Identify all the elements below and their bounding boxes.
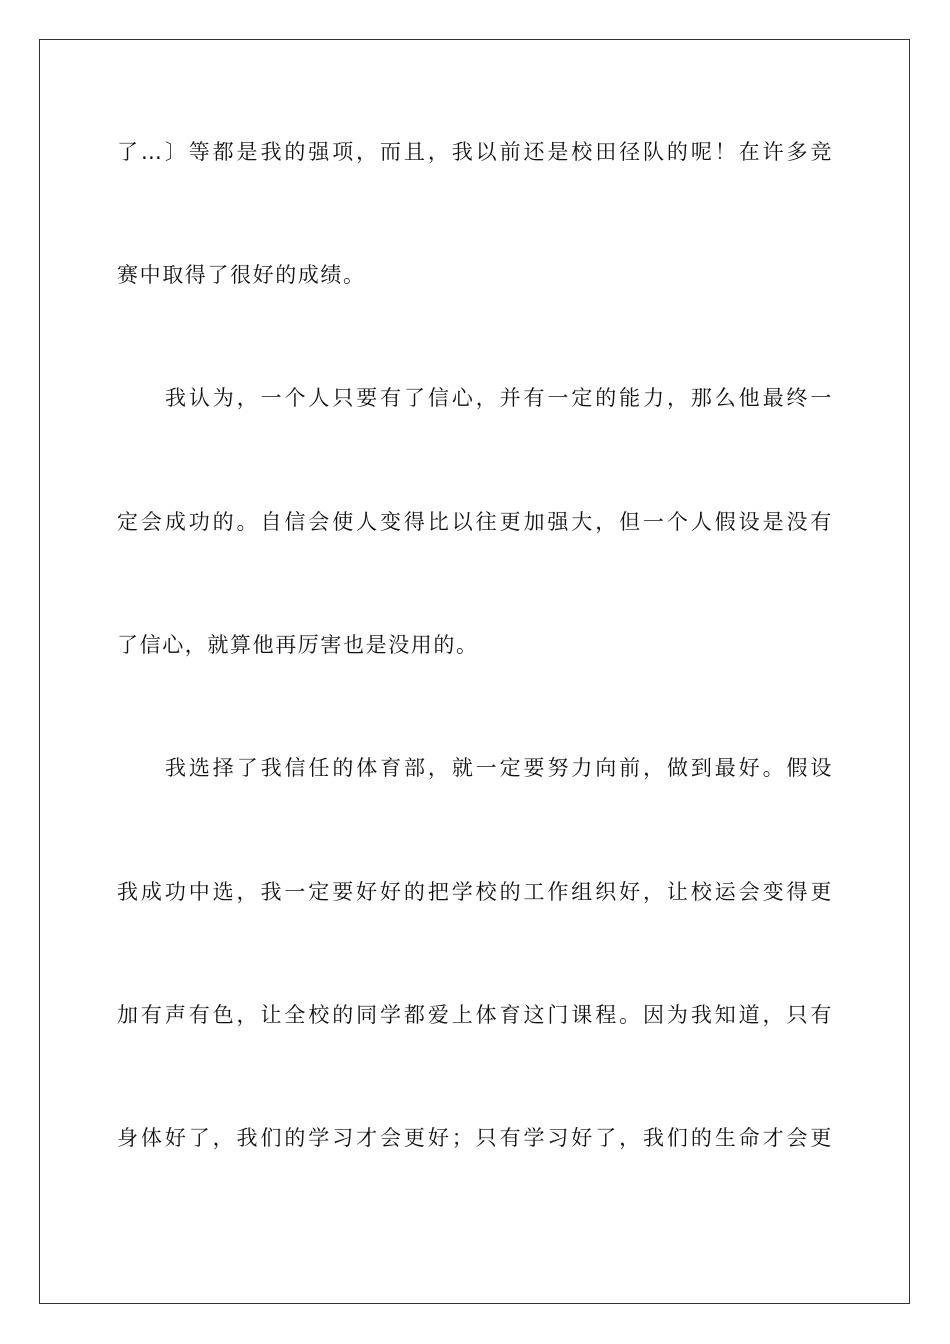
text-line-8: 加有声有色，让全校的同学都爱上体育这门课程。因为我知道，只有 <box>117 1003 833 1027</box>
document-body <box>117 0 833 1344</box>
text-line-6: 我选择了我信任的体育部，就一定要努力向前，做到最好。假设 <box>165 756 833 780</box>
text-line-2: 赛中取得了很好的成绩。 <box>117 263 366 287</box>
text-line-5: 了信心，就算他再厉害也是没用的。 <box>117 633 479 657</box>
text-line-7: 我成功中选，我一定要好好的把学校的工作组织好，让校运会变得更 <box>117 880 833 904</box>
text-line-9: 身体好了，我们的学习才会更好；只有学习好了，我们的生命才会更 <box>117 1126 833 1150</box>
text-line-1: 了…〕等都是我的强项，而且，我以前还是校田径队的呢！在许多竞 <box>117 140 833 164</box>
text-line-3: 我认为，一个人只要有了信心，并有一定的能力，那么他最终一 <box>165 386 833 410</box>
text-line-4: 定会成功的。自信会使人变得比以往更加强大，但一个人假设是没有 <box>117 510 833 534</box>
